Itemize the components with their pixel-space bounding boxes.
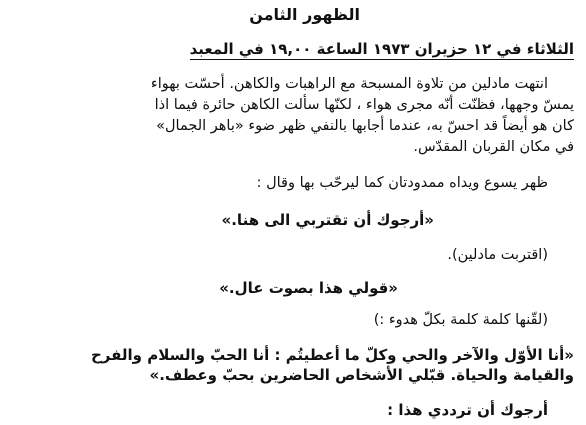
paragraph-line-3: كان هو أيضاً قد احسّ به، عندما أجابها بالنفي ظهر ضوء «باهر الجمال»	[156, 118, 574, 134]
date-line: الثلاثاء في ١٢ حزيران ١٩٧٣ الساعة ١٩,٠٠ في المعبد	[189, 40, 574, 58]
paragraph-line-1: انتهت مادلين من تلاوة المسبحة مع الراهبات والكاهن. أحسّت بهواء	[150, 76, 548, 92]
paragraph-line-2: يمسّ وجهها، فظنّت أنّه مجرى هواء ، لكنّها سألت الكاهن حائرة فيما اذا	[154, 97, 574, 113]
quote-2: «قولي هذا بصوت عال.»	[219, 279, 398, 297]
quote-3-line-2: والقيامة والحياة. قبّلي الأشخاص الحاضرين بحبّ وعطف.»	[149, 366, 574, 384]
action-1: (اقتربت مادلين).	[447, 247, 548, 263]
page-heading: الظهور الثامن	[249, 5, 360, 24]
quote-3-line-1: «أنا الأوّل والآخر والحي وكلّ ما أعطيتُم : أنا الحبّ والسلام والفرح	[90, 346, 574, 364]
quote-1: «أرجوك أن تقتربي الى هنا.»	[221, 211, 434, 229]
paragraph-line-4: في مكان القربان المقدّس.	[413, 139, 574, 155]
closing-line: أرجوك أن ترددي هذا :	[387, 401, 548, 419]
action-2: (لقّنها كلمة كلمة بكلّ هدوء :)	[373, 312, 548, 328]
appearance-line: ظهر يسوع ويداه ممدودتان كما ليرحّب بها وقال :	[256, 175, 548, 191]
